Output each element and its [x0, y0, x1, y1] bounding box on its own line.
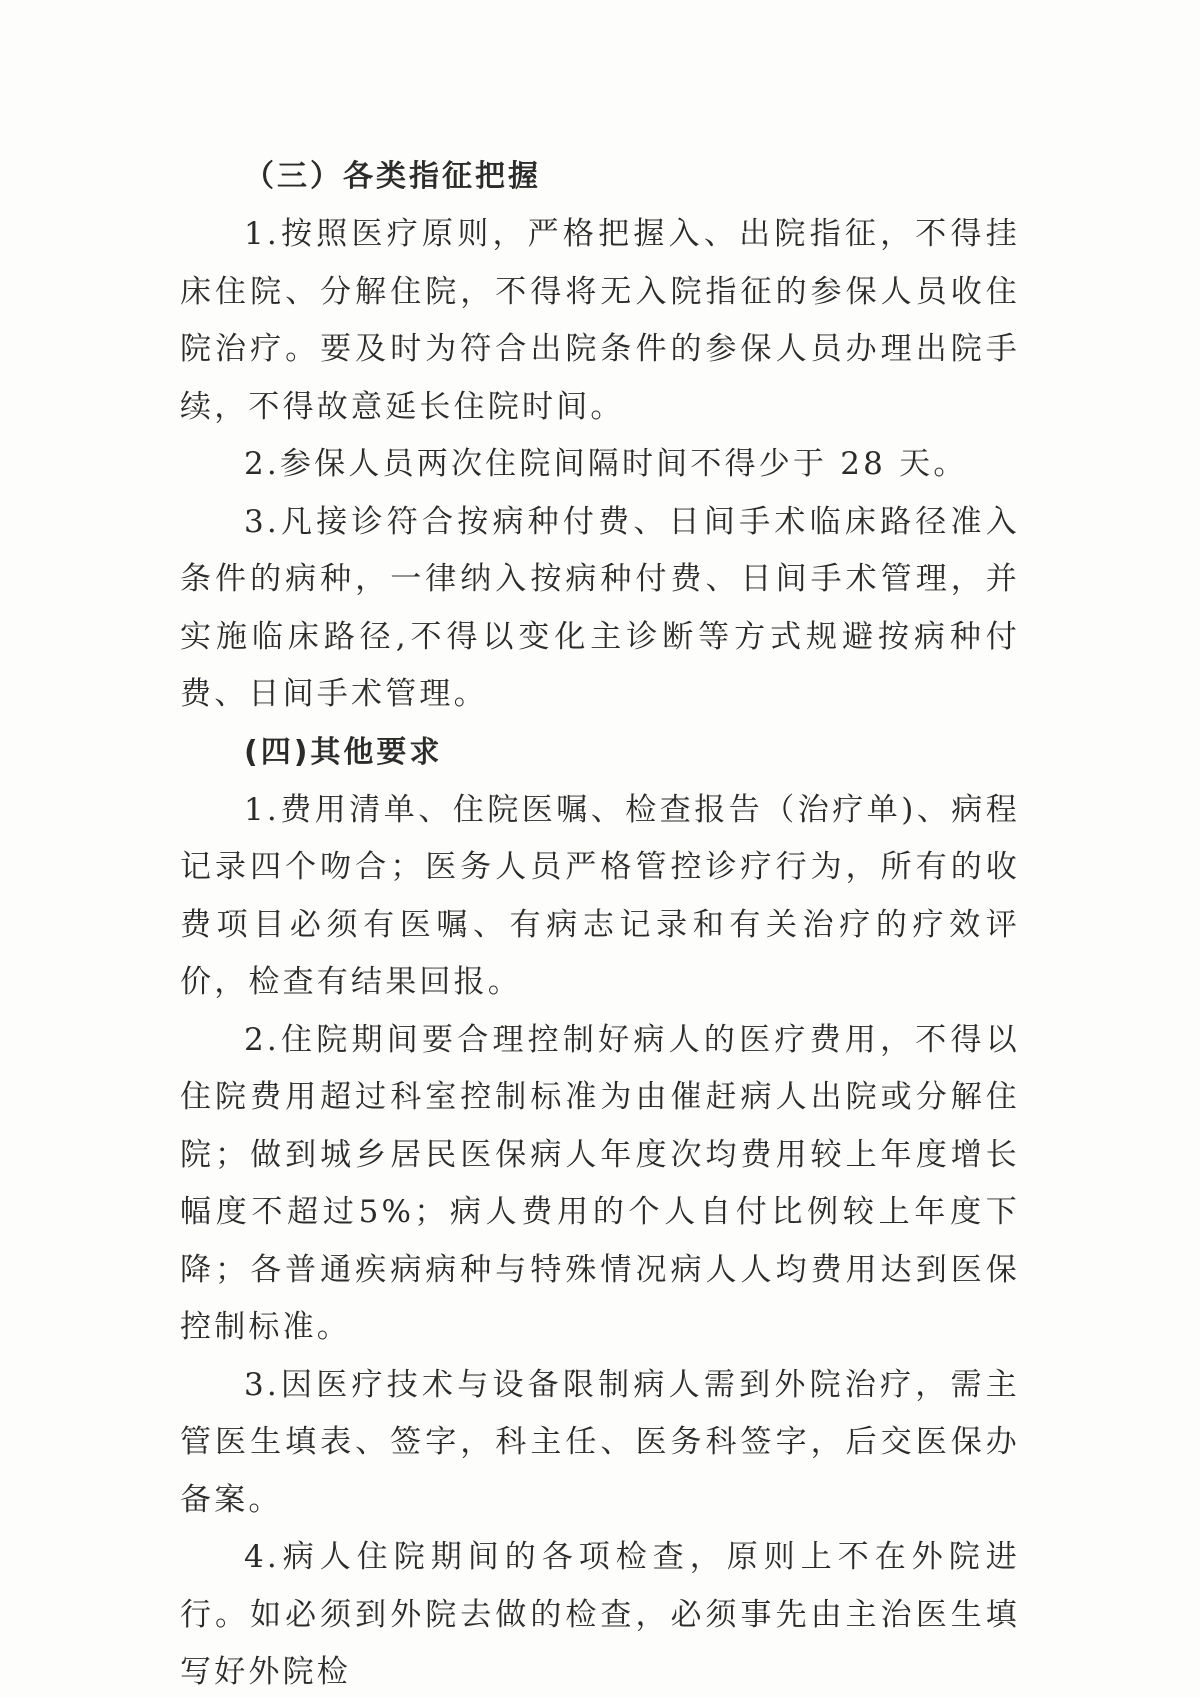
paragraph-4-2: 2.住院期间要合理控制好病人的医疗费用，不得以住院费用超过科室控制标准为由催赶病人出院或分解住院；做到城乡居民医保病人年度次均费用较上年度增长幅度不超过5%；病人费用的个人自付比例较上年度下降；各普通疾病病种与特殊情况病人人均费用达到医保控制标准。	[180, 1021, 1020, 1345]
paragraph-3-2: 2.参保人员两次住院间隔时间不得少于 28 天。	[244, 446, 968, 482]
document-body	[180, 148, 1020, 1702]
section-heading-3: （三）各类指征把握	[244, 159, 541, 194]
paragraph-4-3: 3.因医疗技术与设备限制病人需到外院治疗，需主管医生填表、签字，科主任、医务科签字，后交医保办备案。	[180, 1366, 1020, 1518]
paragraph-4-1: 1.费用清单、住院医嘱、检查报告（治疗单)、病程记录四个吻合；医务人员严格管控诊疗行为，所有的收费项目必须有医嘱、有病志记录和有关治疗的疗效评价，检查有结果回报。	[180, 791, 1020, 1000]
paragraph-4-4: 4.病人住院期间的各项检查，原则上不在外院进行。如必须到外院去做的检查，必须事先由主治医生填写好外院检	[180, 1539, 1020, 1690]
paragraph-3-1: 1.按照医疗原则，严格把握入、出院指征，不得挂床住院、分解住院，不得将无入院指征的参保人员收住院治疗。要及时为符合出院条件的参保人员办理出院手续，不得故意延长住院时间。	[180, 216, 1020, 425]
section-heading-4: (四)其他要求	[244, 734, 443, 770]
paragraph-3-3: 3.凡接诊符合按病种付费、日间手术临床路径准入条件的病种，一律纳入按病种付费、日间手术管理，并实施临床路径,不得以变化主诊断等方式规避按病种付费、日间手术管理。	[180, 503, 1020, 712]
